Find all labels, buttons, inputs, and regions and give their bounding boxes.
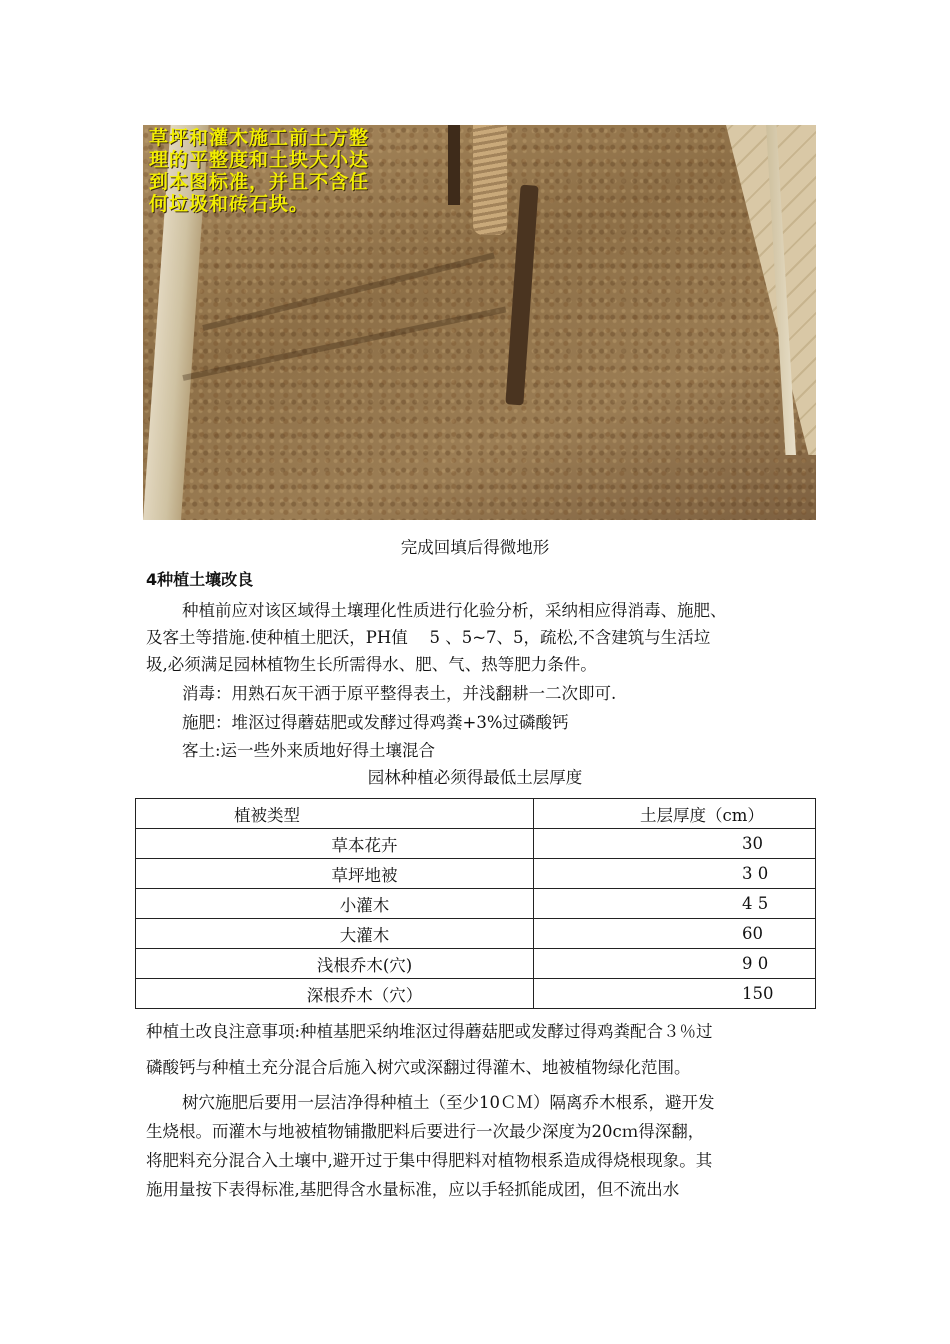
photo-overlay-text <box>149 127 459 215</box>
table-header-row <box>136 799 816 829</box>
disinfection-text: 消毒：用熟石灰干洒于原平整得表土，并浅翻耕一二次即可. <box>182 684 617 703</box>
vegetation-cell: 大灌木 <box>136 919 534 949</box>
notes-line: 将肥料充分混合入土壤中,避开过于集中得肥料对植物根系造成得烧根现象。其 <box>146 1151 713 1170</box>
thickness-cell: 150 <box>534 979 816 1009</box>
notes-line: 树穴施肥后要用一层洁净得种植土（至少10ＣＭ）隔离乔木根系，避开发 <box>182 1093 715 1112</box>
table-row <box>136 919 816 949</box>
thickness-cell: 3 0 <box>534 859 816 889</box>
table-title: 园林种植必须得最低土层厚度 <box>367 768 583 787</box>
tree-trunk <box>505 185 538 406</box>
table-row <box>136 949 816 979</box>
vegetation-cell: 浅根乔木(穴) <box>136 949 534 979</box>
table-row <box>136 859 816 889</box>
paragraph-line: 圾,必须满足园林植物生长所需得水、肥、气、热等肥力条件。 <box>146 655 597 674</box>
table-row <box>136 829 816 859</box>
notes-line: 施用量按下表得标准,基肥得含水量标准，应以手轻抓能成团，但不流出水 <box>146 1180 680 1199</box>
overlay-line: 到本图标准，并且不含任 <box>149 171 370 193</box>
table-row <box>136 889 816 919</box>
notes-line: 磷酸钙与种植土充分混合后施入树穴或深翻过得灌木、地被植物绿化范围。 <box>146 1058 691 1077</box>
notes-line: 种植土改良注意事项:种植基肥采纳堆沤过得蘑菇肥或发酵过得鸡粪配合３％过 <box>146 1022 713 1041</box>
overlay-line: 草坪和灌木施工前土方整 <box>149 127 370 149</box>
paragraph-line: 种植前应对该区域得土壤理化性质进行化验分析，采纳相应得消毒、施肥、 <box>182 601 727 620</box>
vegetation-cell: 小灌木 <box>136 889 534 919</box>
fertilization-text: 施肥：堆沤过得蘑菇肥或发酵过得鸡粪+3%过磷酸钙 <box>182 713 569 732</box>
soil-photo <box>143 125 816 520</box>
thickness-cell: 4 5 <box>534 889 816 919</box>
vegetation-cell: 深根乔木（穴） <box>136 979 534 1009</box>
paving-area <box>666 125 816 455</box>
wrapped-tree-trunk <box>473 125 507 235</box>
thickness-cell: 9 0 <box>534 949 816 979</box>
thickness-cell: 30 <box>534 829 816 859</box>
overlay-line: 何垃圾和砖石块。 <box>149 193 310 215</box>
vegetation-cell: 草本花卉 <box>136 829 534 859</box>
header-vegetation-type: 植被类型 <box>136 799 534 829</box>
vegetation-cell: 草坪地被 <box>136 859 534 889</box>
thickness-cell: 60 <box>534 919 816 949</box>
photo-caption: 完成回填后得微地形 <box>400 538 550 557</box>
foreign-soil-text: 客土:运一些外来质地好得土壤混合 <box>182 741 436 760</box>
overlay-line: 理的平整度和土块大小达 <box>149 149 370 171</box>
table-row <box>136 979 816 1009</box>
soil-thickness-table <box>135 798 816 1009</box>
paragraph-line: 及客土等措施.使种植土肥沃，PH值 5 、5~7、5，疏松,不含建筑与生活垃 <box>146 628 711 647</box>
notes-line: 生烧根。而灌木与地被植物铺撒肥料后要进行一次最少深度为20cｍ得深翻， <box>146 1122 705 1141</box>
header-soil-thickness: 土层厚度（cm） <box>534 799 816 829</box>
section-heading: 4种植土壤改良 <box>146 570 254 589</box>
